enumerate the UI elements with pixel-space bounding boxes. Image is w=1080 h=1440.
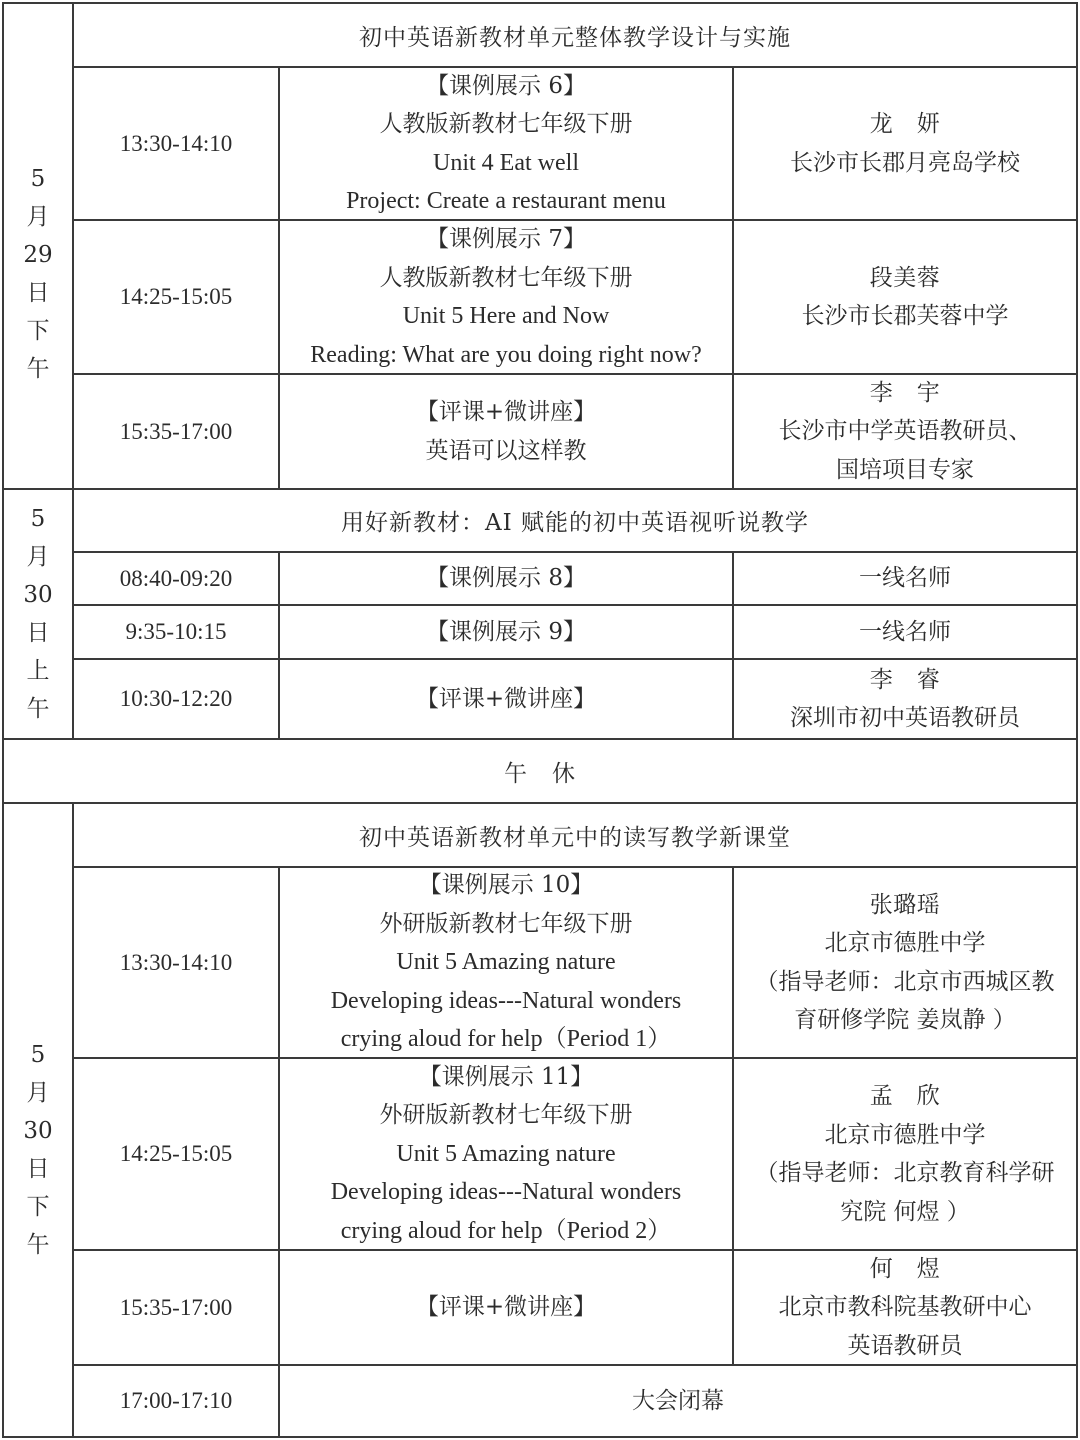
session-content: 【评课+微讲座】 bbox=[415, 685, 597, 712]
speaker-info: 孟 欣 北京市德胜中学 （指导老师：北京教育科学研 究院 何煜 ） bbox=[755, 1083, 1055, 1225]
time-slot: 17:00-17:10 bbox=[119, 1388, 233, 1413]
time-slot: 14:25-15:05 bbox=[119, 1141, 233, 1166]
lunch-break: 午 休 bbox=[504, 760, 576, 787]
time-slot: 13:30-14:10 bbox=[119, 949, 233, 975]
border-bottom bbox=[2, 1436, 1078, 1438]
speaker-info: 李 宇 长沙市中学英语教研员、 国培项目专家 bbox=[778, 379, 1032, 483]
speaker-info: 一线名师 bbox=[859, 565, 951, 592]
day-label-may29-afternoon: 5 月 29 日 下 午 bbox=[23, 165, 53, 382]
session-theme: 用好新教材：AI 赋能的初中英语视听说教学 bbox=[340, 510, 809, 536]
speaker-info: 李 睿 深圳市初中英语教研员 bbox=[790, 666, 1020, 731]
border-right bbox=[1076, 2, 1078, 1438]
session-theme: 初中英语新教材单元中的读写教学新课堂 bbox=[359, 824, 791, 851]
time-slot: 10:30-12:20 bbox=[119, 686, 233, 711]
session-content: 【课例展示 6】 人教版新教材七年级下册 Unit 4 Eat well Project: Create a restaurant menu bbox=[346, 72, 666, 214]
speaker-info: 张璐瑶 北京市德胜中学 （指导老师：北京市西城区教 育研修学院 姜岚静 ） bbox=[755, 891, 1055, 1033]
speaker-info: 一线名师 bbox=[859, 618, 951, 645]
session-content: 【评课+微讲座】 bbox=[415, 1294, 597, 1321]
session-content: 【课例展示 10】 外研版新教材七年级下册 Unit 5 Amazing nature Developing ideas---Natural wonders crying aloud for help（Period 1） bbox=[330, 872, 682, 1053]
time-slot: 9:35-10:15 bbox=[125, 619, 227, 644]
session-content: 【课例展示 7】 人教版新教材七年级下册 Unit 5 Here and Now Reading: What are you doing right now? bbox=[310, 226, 702, 368]
speaker-info: 何 煜 北京市教科院基教研中心 英语教研员 bbox=[778, 1255, 1032, 1359]
session-theme: 初中英语新教材单元整体教学设计与实施 bbox=[359, 24, 791, 51]
closing-ceremony: 大会闭幕 bbox=[632, 1387, 724, 1414]
time-slot: 15:35-17:00 bbox=[119, 1294, 233, 1320]
session-content: 【课例展示 9】 bbox=[426, 618, 586, 645]
time-slot: 08:40-09:20 bbox=[119, 565, 233, 591]
time-slot: 14:25-15:05 bbox=[119, 284, 233, 309]
speaker-info: 龙 妍 长沙市长郡月亮岛学校 bbox=[790, 111, 1020, 176]
day-label-may30-morning: 5 月 30 日 上 午 bbox=[23, 506, 53, 722]
day-label-may30-afternoon: 5 月 30 日 下 午 bbox=[23, 1042, 53, 1258]
speaker-info: 段美蓉 长沙市长郡芙蓉中学 bbox=[801, 264, 1009, 329]
session-content: 【评课+微讲座】 英语可以这样教 bbox=[415, 399, 597, 464]
session-content: 【课例展示 8】 bbox=[426, 565, 586, 592]
time-slot: 15:35-17:00 bbox=[119, 418, 233, 444]
session-content: 【课例展示 11】 外研版新教材七年级下册 Unit 5 Amazing nature Developing ideas---Natural wonders crying aloud for help（Period 2） bbox=[330, 1063, 682, 1244]
time-slot: 13:30-14:10 bbox=[119, 130, 233, 156]
